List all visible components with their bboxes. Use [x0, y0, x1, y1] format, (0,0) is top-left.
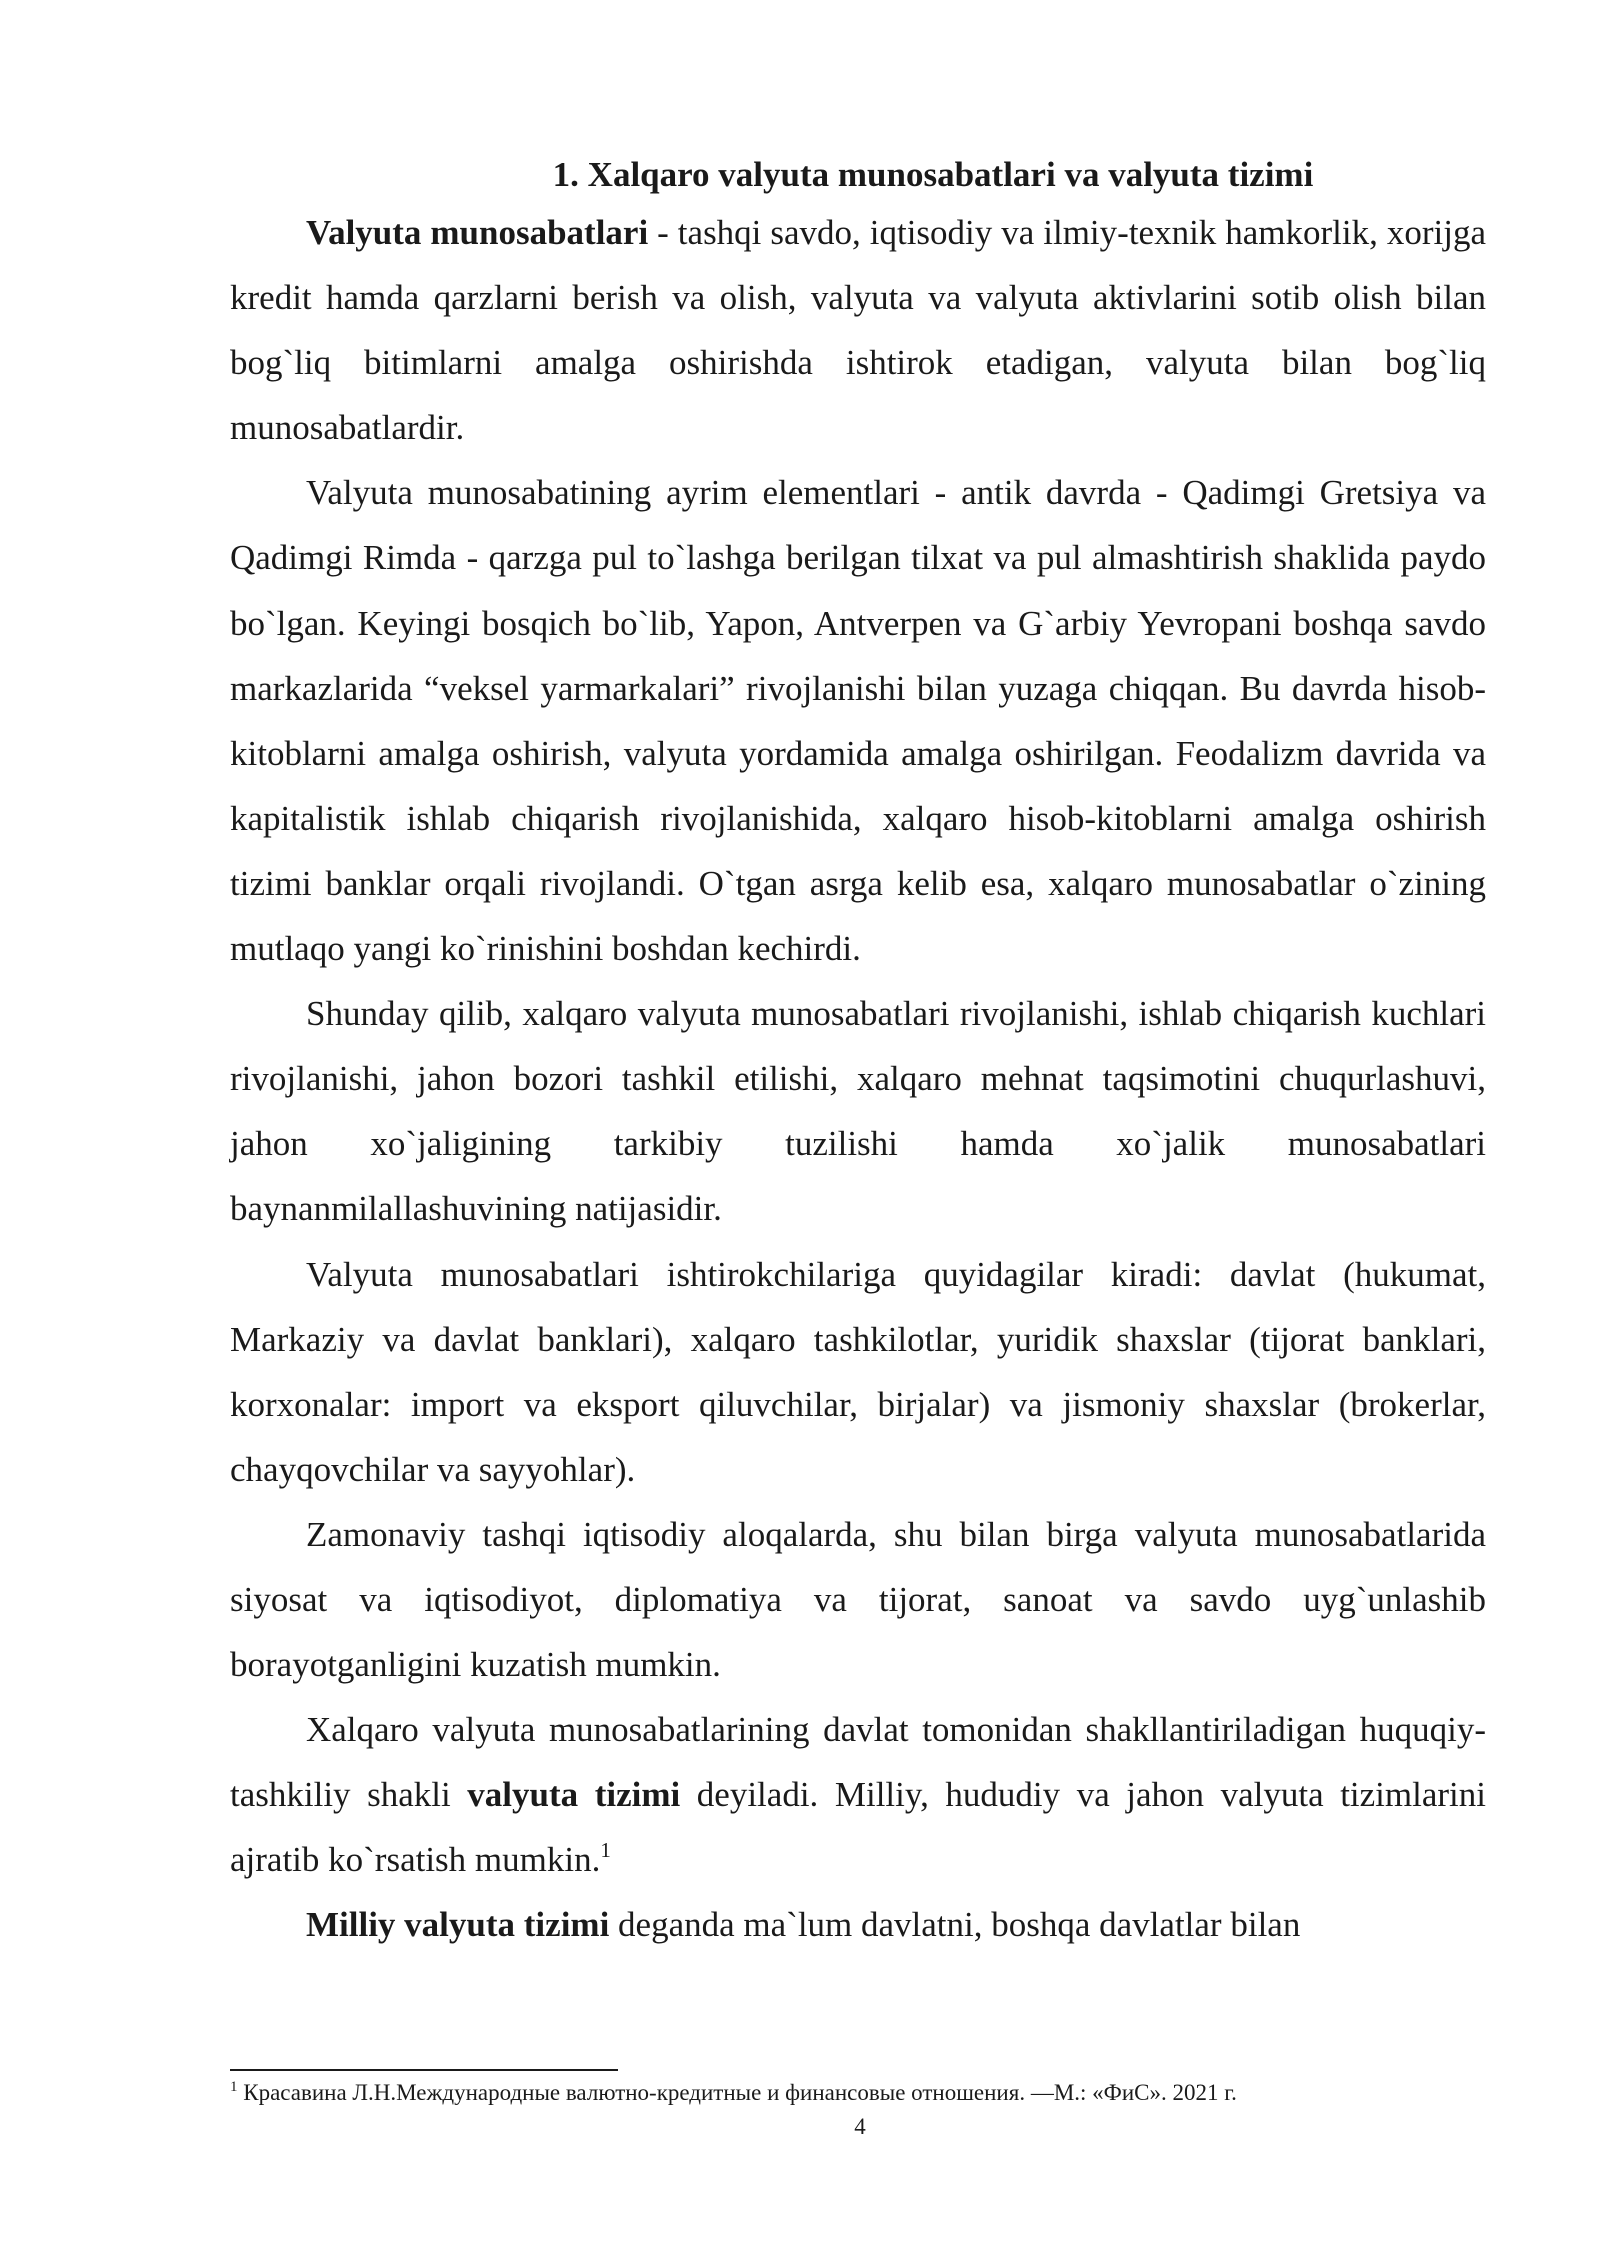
term-valyuta-munosabatlari: Valyuta munosabatlari [306, 213, 649, 252]
term-milliy-valyuta-tizimi: Milliy valyuta tizimi [306, 1905, 610, 1945]
paragraph-7-text: deganda ma`lum davlatni, boshqa davlatlar bilan [609, 1905, 1301, 1945]
paragraph-2: Valyuta munosabatining ayrim elementlari - antik davrda - Qadimgi Gretsiya va Qadimgi Rimda - qarzga pul to`lashga berilgan tilxat va pul almashtirish shaklida paydo bo`lgan. Keyingi bosqich bo`lib, Yapon, Antverpen va G`arbiy Yevropani boshqa savdo markazlarida “veksel yarmarkalari” rivojlanishi bilan yuzaga chiqqan. Bu davrda hisob-kitoblarni amalga oshirish, valyuta yordamida amalga oshirilgan. Feodalizm davrida va kapitalistik ishlab chiqarish rivojlanishida, xalqaro hisob-kitoblarni amalga oshirish tizimi banklar orqali rivojlandi. O`tgan asrga kelib esa, xalqaro munosabatlar o`zining mutlaqo yangi ko`rinishini boshdan kechirdi. [230, 473, 1486, 969]
footnote-separator [230, 2069, 618, 2071]
paragraph-4: Valyuta munosabatlari ishtirokchilariga quyidagilar kiradi: davlat (hukumat, Markaziy va davlat banklari), xalqaro tashkilotlar, yuridik shaxslar (tijorat banklari, korxonalar: import va eksport qiluvchilar, birjalar) va jismoniy shaxslar (brokerlar, chayqovchilar va sayyohlar). [230, 1254, 1486, 1489]
section-heading: 1. Xalqaro valyuta munosabatlari va valyuta tizimi [552, 155, 1314, 194]
paragraph-6-text-before: Xalqaro valyuta munosabatlarining davlat tomonidan shakllantiriladigan huquqiy-tashkiliy shakli [230, 1710, 1486, 1815]
footnote-text: Красавина Л.Н.Международные валютно-кредитные и финансовые отношения. —М.: «ФиС». 2021 г. [237, 2080, 1237, 2105]
footnote [230, 2078, 1486, 2108]
paragraph-1 [230, 200, 1486, 460]
paragraph-3: Shunday qilib, xalqaro valyuta munosabatlari rivojlanishi, ishlab chiqarish kuchlari rivojlanishi, jahon bozori tashkil etilishi, xalqaro mehnat taqsimotini chuqurlashuvi, jahon xo`jaligining tarkibiy tuzilishi hamda xo`jalik munosabatlari baynanmilallashuvining natijasidir. [230, 994, 1486, 1229]
page-body [230, 150, 1486, 1958]
paragraph-5: Zamonaviy tashqi iqtisodiy aloqalarda, shu bilan birga valyuta munosabatlarida siyosat va iqtisodiyot, diplomatiya va tijorat, sanoat va savdo uyg`unlashib borayotganligini kuzatish mumkin. [230, 1514, 1486, 1685]
paragraph-7 [230, 1892, 1486, 1957]
page-number: 4 [854, 2114, 866, 2139]
paragraph-1-text: - tashqi savdo, iqtisodiy va ilmiy-texnik hamkorlik, xorijga kredit hamda qarzlarni berish va olish, valyuta va valyuta aktivlarini sotib olish bilan bog`liq bitimlarni amalga oshirishda ishtirok etadigan, valyuta bilan bog`liq munosabatlardir. [230, 213, 1486, 448]
term-valyuta-tizimi: valyuta tizimi [467, 1775, 681, 1815]
footnote-mark: 1 [230, 2079, 238, 2095]
paragraph-6-text-after: deyiladi. Milliy, hududiy va jahon valyuta tizimlarini ajratib ko`rsatish mumkin. [230, 1775, 1486, 1880]
footnote-reference[interactable]: 1 [600, 1838, 611, 1863]
paragraph-6 [230, 1697, 1486, 1892]
